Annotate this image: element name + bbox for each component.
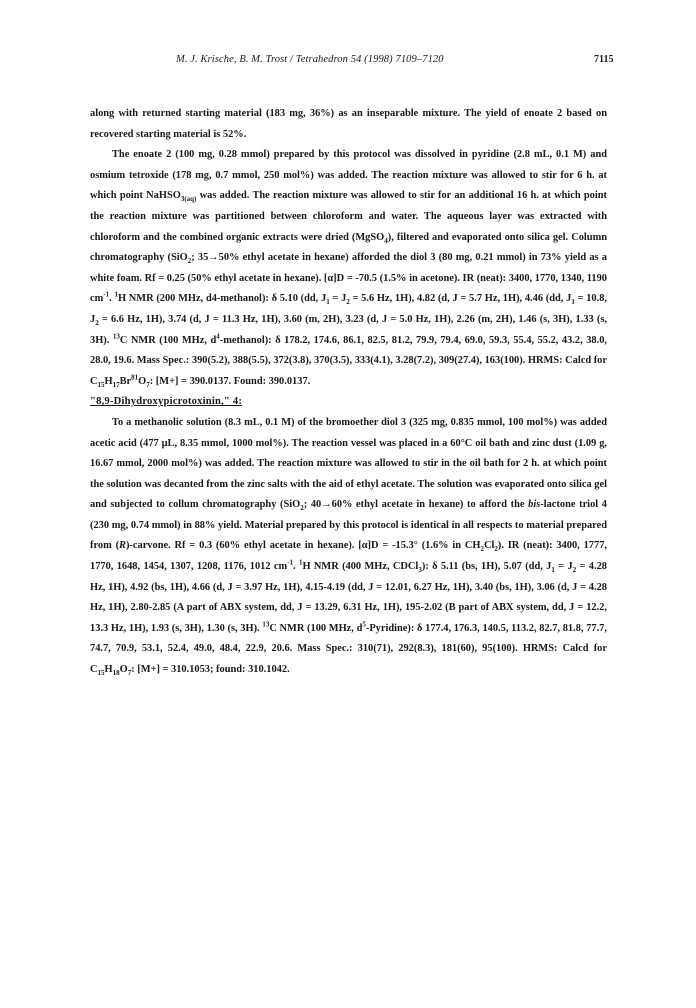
subscript: 15 [97,380,105,389]
text-run: ). IR (neat): 3400, 1777, 1770, 1648, 1454, 1307, 1208, 1176, 1012 cm [90,540,607,573]
text-run: : [M+] = 310.1053; found: 310.1042. [131,664,290,676]
text-run: Br [119,375,132,387]
subscript: 7 [146,380,150,389]
text-run: H NMR (200 MHz, d4-methanol): δ 5.10 (dd, J [117,293,327,305]
italic-text: bis [528,499,541,511]
text-run: H [104,664,113,676]
subscript: 3(aq) [180,195,197,204]
text-run: was added. The reaction mixture was allowed to stir for an additional 16 h. at which point the reaction mixture was partitioned between chloroform and water. The aqueous layer was extracted with chloroform and the combined organic extracts were dried (MgSO [90,190,608,243]
section-heading: "8,9-Dihydroxypicrotoxinin," 4: [90,396,243,408]
subscript: 1 [551,566,555,575]
subscript: 3 [418,566,422,575]
superscript: 1 [298,558,303,567]
superscript: 1 [114,290,118,299]
text-run: -lactone triol 4 (230 mg, 0.74 mmol) in 88% yield. Material prepared by this protocol is identical in all respects to material prepared from ( [90,499,607,552]
text-run: The enoate 2 (100 mg, 0.28 mmol) prepared by this protocol was dissolved in pyridine (2.8 mL, 0.1 M) and osmium tetroxide (178 mg, 0.7 mmol, 250 mol%) was added. The reaction mixture was allowed to stir for 6 h. at which point NaHSO [90,149,607,202]
superscript: 13 [262,620,270,629]
text-run: H [104,375,113,387]
text-run: -methanol): δ 178.2, 174.6, 86.1, 82.5, 81.2, 79.9, 79.4, 69.0, 59.3, 55.4, 55.2, 43.2, 38.0, 28.0, 19.6. Mass Spec.: 390(5.2), 388(5.5), 372(3.8), 370(3.5), 333(4.1), 3.28(7.2), 309(27.4), 163(100). HRMS: Calcd for C [90,334,607,387]
text-run: = 10.8, J [90,293,607,325]
text-run: C NMR (100 MHz, d [119,334,217,346]
text-run: = J [554,561,573,573]
superscript: 81 [131,373,139,382]
text-run: )-carvone. Rf = 0.3 (60% ethyl acetate in hexane). [α]D = -15.3° (1.6% in CH [125,540,481,552]
text-run: O [119,664,128,676]
text-run: To a methanolic solution (8.3 mL, 0.1 M) of the bromoether diol 3 (325 mg, 0.835 mmol, 100 mol%) was added acetic acid (477 μL, 8.35 mmol, 1000 mol%). The reaction vessel was placed in a 60°C oil bath and zinc dust (1.09 g, 16.67 mmol, 2000 mol%) was added. The reaction mixture was allowed to stir in the oil bath for 2 h. at which point the solution was decanted from the zinc salts with the aid of ethyl acetate. The solution was evaporated onto silica gel and subjected to collum chromatography (SiO [90,416,607,511]
text-run: ; 35→50% ethyl acetate in hexane) afforded the diol 3 (80 mg, 0.21 mmol) in 73% yield as a white foam. Rf = 0.25 (50% ethyl acetate in hexane). [α]D = -70.5 (1.5% in acetone). IR (neat): 3400, 1770, 1340, 1190 cm [90,252,607,305]
superscript: 5 [362,620,366,629]
subscript: 2 [346,298,350,307]
text-run: -Pyridine): δ 177.4, 176.3, 140.5, 113.2, 82.7, 81.8, 77.7, 74.7, 70.9, 53.1, 52.4, 49.0, 48.4, 22.9, 20.6. Mass Spec.: 310(71), 292(8.3), 181(60), 95(100). HRMS: Calcd for C [90,622,607,676]
text-run: = J [329,293,347,305]
text-run: = 4.28 Hz, 1H), 4.92 (bs, 1H), 4.66 (d, J = 3.97 Hz, 1H), 4.15-4.19 (dd, J = 12.01, 6.27 Hz, 1H), 3.40 (bs, 1H), 3.06 (d, J = 4.28 Hz, 1H), 2.80-2.85 (A part of ABX system, dd, J = 13.29, 6.31 Hz, 1H), 195-2.02 (B part of ABX system, dd, J = 12.2, 13.3 Hz, 1H), 1.93 (s, 3H), 1.30 (s, 3H). [90,561,607,634]
text-run: ), filtered and evaporated onto silica gel. Column chromatography (SiO [90,231,607,264]
article-body [90,104,607,681]
subscript: 2 [494,545,498,554]
text-run: : [M+] = 390.0137. Found: 390.0137. [149,375,311,387]
subscript: 2 [480,545,484,554]
superscript: 13 [112,332,120,341]
text-run: = 5.6 Hz, 1H), 4.82 (d, J = 5.7 Hz, 1H), 4.46 (dd, J [349,293,572,305]
page-number: 7115 [594,54,614,65]
subscript: 7 [127,669,132,678]
text-run: H NMR (400 MHz, CDCl [302,561,419,573]
italic-text: R [119,540,126,552]
superscript: -1 [103,290,110,299]
text-run: Cl [483,540,495,552]
paragraph-triol-synthesis [90,413,607,681]
subscript: 2 [300,504,304,513]
subscript: 2 [187,257,192,266]
superscript: -1 [287,558,294,567]
subscript: 17 [112,380,120,389]
text-run: C NMR (100 MHz, d [269,622,363,634]
subscript: 4 [384,236,388,245]
paragraph-diol-synthesis [90,145,607,392]
text-run: O [138,375,147,387]
subscript: 18 [112,669,120,678]
subscript: 1 [571,298,575,307]
text-run: = 6.6 Hz, 1H), 3.74 (d, J = 11.3 Hz, 1H), 3.60 (m, 2H), 3.23 (d, J = 5.0 Hz, 1H), 2.26 (m, 2H), 1.46 (s, 3H), 1.33 (s, 3H). [90,313,607,346]
text-run: . [109,293,115,305]
subscript: 2 [95,319,99,328]
running-title: M. J. Krische, B. M. Trost / Tetrahedron 54 (1998) 7109–7120 [176,54,444,65]
subscript: 1 [326,298,330,307]
text-run: . [293,561,299,573]
text-run: ; 40→60% ethyl acetate in hexane) to afford the [303,499,529,511]
subscript: 15 [97,669,105,678]
text-run: ): δ 5.11 (bs, 1H), 5.07 (dd, J [421,561,552,573]
paragraph-continuation: along with returned starting material (183 mg, 36%) as an inseparable mixture. The yield of enoate 2 based on recovered starting material is 52%. [90,108,607,140]
subscript: 2 [572,566,577,575]
superscript: 4 [216,332,220,341]
